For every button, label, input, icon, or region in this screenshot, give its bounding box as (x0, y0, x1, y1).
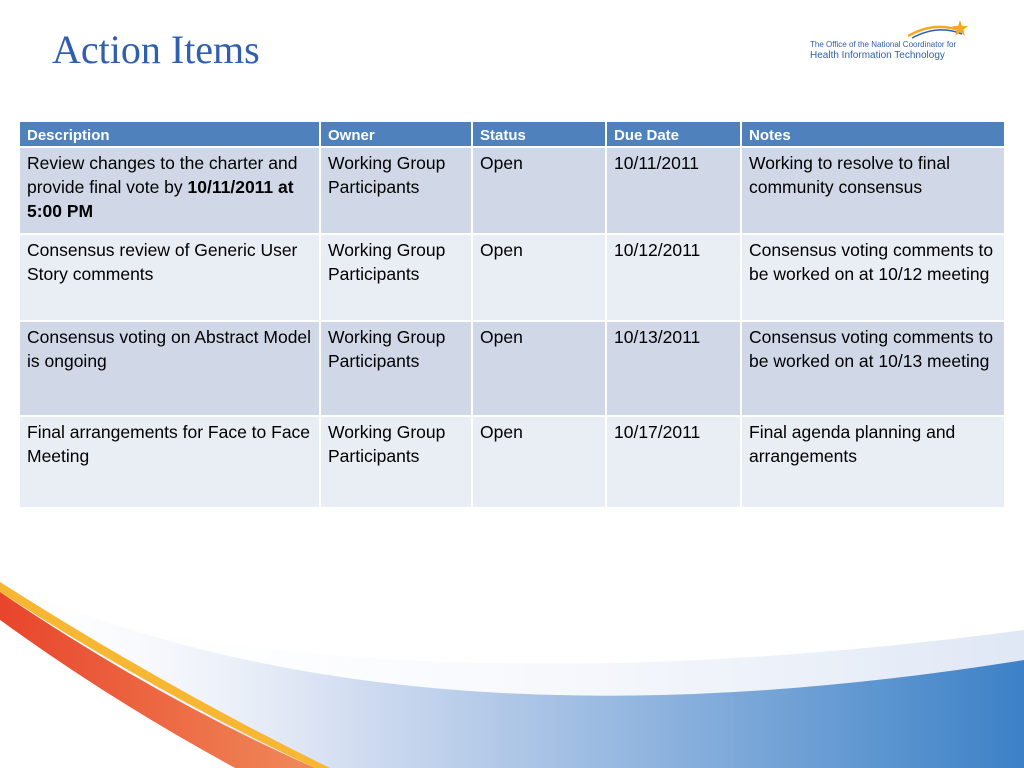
header-due-date: Due Date (606, 122, 741, 147)
cell-description: Consensus voting on Abstract Model is ongoing (20, 321, 320, 416)
cell-due-date: 10/11/2011 (606, 147, 741, 234)
table-row (20, 416, 1004, 508)
cell-notes: Working to resolve to final community consensus (741, 147, 1004, 234)
cell-description (20, 147, 320, 234)
star-swoosh-icon (908, 18, 968, 42)
table-header-row (20, 122, 1004, 147)
cell-description: Consensus review of Generic User Story comments (20, 234, 320, 321)
cell-due-date: 10/17/2011 (606, 416, 741, 508)
action-items-table (20, 122, 1004, 509)
header-description: Description (20, 122, 320, 147)
page-title: Action Items (52, 27, 260, 72)
cell-status: Open (472, 416, 606, 508)
decorative-swoosh (0, 560, 1024, 768)
cell-owner: Working Group Participants (320, 234, 472, 321)
cell-status: Open (472, 321, 606, 416)
cell-description: Final arrangements for Face to Face Meeting (20, 416, 320, 508)
header-notes: Notes (741, 122, 1004, 147)
table-row (20, 321, 1004, 416)
header-owner: Owner (320, 122, 472, 147)
cell-notes: Final agenda planning and arrangements (741, 416, 1004, 508)
logo-line-2: Health Information Technology (810, 50, 945, 61)
cell-owner: Working Group Participants (320, 416, 472, 508)
cell-status: Open (472, 234, 606, 321)
table-row (20, 234, 1004, 321)
logo-line-1: The Office of the National Coordinator for (810, 40, 957, 49)
header-status: Status (472, 122, 606, 147)
cell-owner: Working Group Participants (320, 321, 472, 416)
description-deadline: 10/11/2011 at 5:00 PM (27, 177, 294, 221)
cell-owner: Working Group Participants (320, 147, 472, 234)
cell-status: Open (472, 147, 606, 234)
cell-notes: Consensus voting comments to be worked on at 10/12 meeting (741, 234, 1004, 321)
onc-logo (810, 18, 980, 68)
cell-due-date: 10/12/2011 (606, 234, 741, 321)
table-row (20, 147, 1004, 234)
cell-notes: Consensus voting comments to be worked on at 10/13 meeting (741, 321, 1004, 416)
cell-due-date: 10/13/2011 (606, 321, 741, 416)
description-text: Review changes to the charter and provide final vote by (27, 153, 298, 197)
